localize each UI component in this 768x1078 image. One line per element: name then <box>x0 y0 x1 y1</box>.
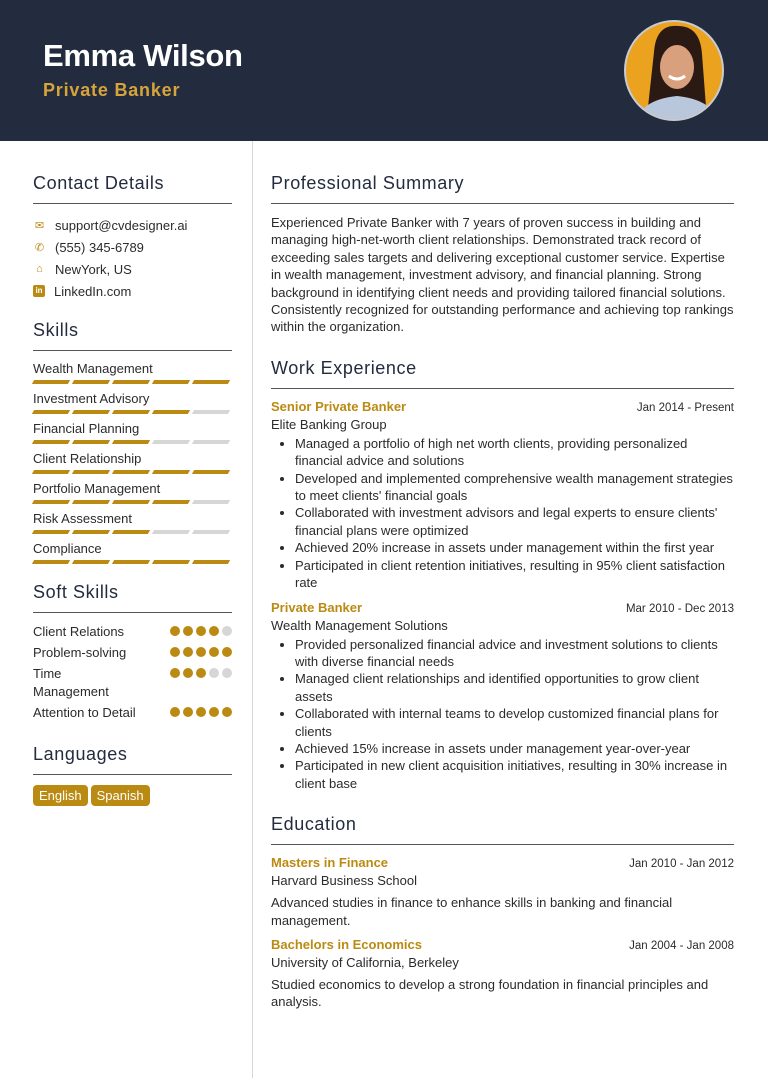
job-bullet: • Achieved 20% increase in assets under management within the first year <box>295 539 734 556</box>
skill-level-bar <box>33 380 232 384</box>
skill-level-bar <box>33 470 232 474</box>
school: Harvard Business School <box>271 873 417 889</box>
summary-section <box>271 173 734 336</box>
skill-segment <box>192 410 230 414</box>
languages-section <box>33 744 232 806</box>
left-column <box>33 173 232 828</box>
skill-segment <box>152 380 190 384</box>
rating-dot <box>170 647 180 657</box>
skill-segment <box>32 500 70 504</box>
rating-dot <box>196 626 206 636</box>
job-bullet: • Participated in new client acquisition initiatives, resulting in 30% increase in client base <box>295 757 734 792</box>
rating-dot <box>222 668 232 678</box>
skill-segment <box>32 470 70 474</box>
job-bullet: • Collaborated with internal teams to develop customized financial plans for clients <box>295 705 734 740</box>
skill-name: Risk Assessment <box>33 511 132 526</box>
rating-dot <box>209 626 219 636</box>
contact-heading: Contact Details <box>33 173 232 204</box>
skill-segment <box>72 500 110 504</box>
rating-dot <box>196 707 206 717</box>
resume-header <box>0 0 768 141</box>
job-bullet: • Developed and implemented comprehensive wealth management strategies to meet clients' financial goals <box>295 470 734 505</box>
skill-segment <box>32 410 70 414</box>
linkedin-icon: in <box>33 285 45 297</box>
rating-dot <box>196 647 206 657</box>
column-divider <box>252 141 253 1078</box>
home-icon: ⌂ <box>36 263 43 275</box>
skill-level-bar <box>33 560 232 564</box>
rating-dot <box>209 668 219 678</box>
skill-segment <box>72 380 110 384</box>
job-bullet: • Managed client relationships and identified opportunities to grow client assets <box>295 670 734 705</box>
job-bullet: • Managed a portfolio of high net worth clients, providing personalized financial advice and solutions <box>295 435 734 470</box>
soft-skill-rating <box>170 644 232 662</box>
education-header <box>271 855 734 870</box>
job-bullets <box>271 636 734 793</box>
contact-item[interactable] <box>33 258 232 280</box>
job-company: Elite Banking Group <box>271 416 387 432</box>
contact-text: NewYork, US <box>55 261 132 277</box>
skill-level-bar <box>33 500 232 504</box>
job-date: Mar 2010 - Dec 2013 <box>625 602 734 615</box>
contact-item[interactable] <box>33 280 232 302</box>
skill-segment <box>152 410 190 414</box>
skill-segment <box>192 440 230 444</box>
skill-segment <box>192 380 230 384</box>
skill-name: Client Relationship <box>33 451 142 466</box>
rating-dot <box>170 626 180 636</box>
rating-dot <box>183 647 193 657</box>
job-bullet: • Collaborated with investment advisors and legal experts to ensure clients' financial plans were optimized <box>295 504 734 539</box>
job-date: Jan 2014 - Present <box>636 401 734 414</box>
languages-heading: Languages <box>33 744 232 775</box>
skill-segment <box>112 560 150 564</box>
candidate-role: Private Banker <box>43 80 181 100</box>
rating-dot <box>183 707 193 717</box>
skill-level-bar <box>33 410 232 414</box>
skill-segment <box>152 530 190 534</box>
skill-segment <box>112 380 150 384</box>
skill-segment <box>192 560 230 564</box>
soft-skill-row <box>33 644 232 662</box>
contact-text: support@cvdesigner.ai <box>55 217 188 233</box>
rating-dot <box>222 707 232 717</box>
soft-skill-row <box>33 665 232 701</box>
job-bullets <box>271 435 734 592</box>
rating-dot <box>196 668 206 678</box>
soft-skill-name: Client Relations <box>33 624 125 639</box>
skill-segment <box>72 470 110 474</box>
soft-skills-section <box>33 582 232 722</box>
skill-segment <box>72 560 110 564</box>
skill-segment <box>72 530 110 534</box>
skill-segment <box>32 560 70 564</box>
soft-skill-name: Attention to Detail <box>33 705 136 720</box>
education-heading: Education <box>271 814 734 845</box>
education-date: Jan 2010 - Jan 2012 <box>629 858 734 871</box>
skill-segment <box>72 440 110 444</box>
skill-segment <box>112 470 150 474</box>
soft-skill-name: Problem-solving <box>33 645 127 660</box>
rating-dot <box>183 668 193 678</box>
job-bullet: • Participated in client retention initiatives, resulting in 95% client satisfaction rate <box>295 557 734 592</box>
degree: Masters in Finance <box>271 855 389 871</box>
envelope-icon: ✉ <box>34 219 45 232</box>
summary-heading: Professional Summary <box>271 173 734 204</box>
education-section <box>271 814 734 1011</box>
right-column <box>271 173 734 1033</box>
rating-dot <box>183 626 193 636</box>
work-section <box>271 358 734 792</box>
skill-segment <box>32 530 70 534</box>
skill-name: Investment Advisory <box>33 391 150 406</box>
skill-segment <box>152 500 190 504</box>
profile-photo <box>624 20 724 121</box>
skill-segment <box>112 410 150 414</box>
skill-segment <box>152 470 190 474</box>
skill-name: Portfolio Management <box>33 481 161 496</box>
job-entry <box>271 600 734 793</box>
education-date: Jan 2004 - Jan 2008 <box>629 939 734 952</box>
contact-item[interactable] <box>33 236 232 258</box>
education-description: Studied economics to develop a strong foundation in financial principles and analysis. <box>271 976 709 1010</box>
language-tag: Spanish <box>91 785 150 806</box>
rating-dot <box>222 647 232 657</box>
contact-section <box>33 173 232 302</box>
contact-item[interactable] <box>33 214 232 236</box>
job-title: Senior Private Banker <box>271 398 407 414</box>
job-entry <box>271 399 734 592</box>
degree: Bachelors in Economics <box>271 936 422 952</box>
job-header <box>271 399 734 414</box>
skills-heading: Skills <box>33 320 232 351</box>
skill-segment <box>32 440 70 444</box>
skill-segment <box>152 440 190 444</box>
skill-name: Compliance <box>33 541 102 556</box>
soft-skill-rating <box>170 704 232 722</box>
contact-text: (555) 345-6789 <box>55 239 144 255</box>
skill-segment <box>192 500 230 504</box>
summary-text: Experienced Private Banker with 7 years of proven success in building and managing high-net-worth client relationships. Demonstrated track record of exceeding sales targets and delivering exceptional customer service. Expertise in wealth management, investment advisory, and financial planning. Strong background in identifying client needs and providing tailored financial solutions. Consistently recognized for outstanding performance and achieving top rankings within the organization. <box>271 215 734 335</box>
soft-skill-rating <box>170 665 232 701</box>
skill-segment <box>112 530 150 534</box>
skill-name: Wealth Management <box>33 361 153 376</box>
soft-skills-heading: Soft Skills <box>33 582 232 613</box>
skill-level-bar <box>33 440 232 444</box>
school: University of California, Berkeley <box>271 954 459 970</box>
education-header <box>271 937 734 952</box>
contact-text: LinkedIn.com <box>54 283 132 299</box>
skill-segment <box>72 410 110 414</box>
education-entry <box>271 855 734 929</box>
soft-skill-name: Time Management <box>33 666 109 699</box>
job-bullet: • Provided personalized financial advice and investment solutions to clients with diverse financial needs <box>295 636 734 671</box>
phone-icon: ✆ <box>34 241 45 254</box>
rating-dot <box>209 707 219 717</box>
skill-segment <box>192 470 230 474</box>
job-title: Private Banker <box>271 599 363 615</box>
skill-segment <box>192 530 230 534</box>
skill-segment <box>32 380 70 384</box>
candidate-name: Emma Wilson <box>43 38 243 73</box>
language-tag: English <box>33 785 88 806</box>
rating-dot <box>170 707 180 717</box>
rating-dot <box>209 647 219 657</box>
rating-dot <box>170 668 180 678</box>
skill-level-bar <box>33 530 232 534</box>
skill-segment <box>152 560 190 564</box>
soft-skill-row <box>33 704 232 722</box>
job-header <box>271 600 734 615</box>
soft-skill-rating <box>170 623 232 641</box>
skills-section <box>33 320 232 564</box>
education-description: Advanced studies in finance to enhance skills in banking and financial management. <box>271 895 673 928</box>
skill-segment <box>112 500 150 504</box>
skill-segment <box>112 440 150 444</box>
soft-skill-row <box>33 623 232 641</box>
skill-name: Financial Planning <box>33 421 140 436</box>
job-company: Wealth Management Solutions <box>271 617 448 633</box>
education-entry <box>271 937 734 1011</box>
rating-dot <box>222 626 232 636</box>
job-bullet: • Achieved 15% increase in assets under management year-over-year <box>295 740 734 757</box>
work-heading: Work Experience <box>271 358 734 389</box>
